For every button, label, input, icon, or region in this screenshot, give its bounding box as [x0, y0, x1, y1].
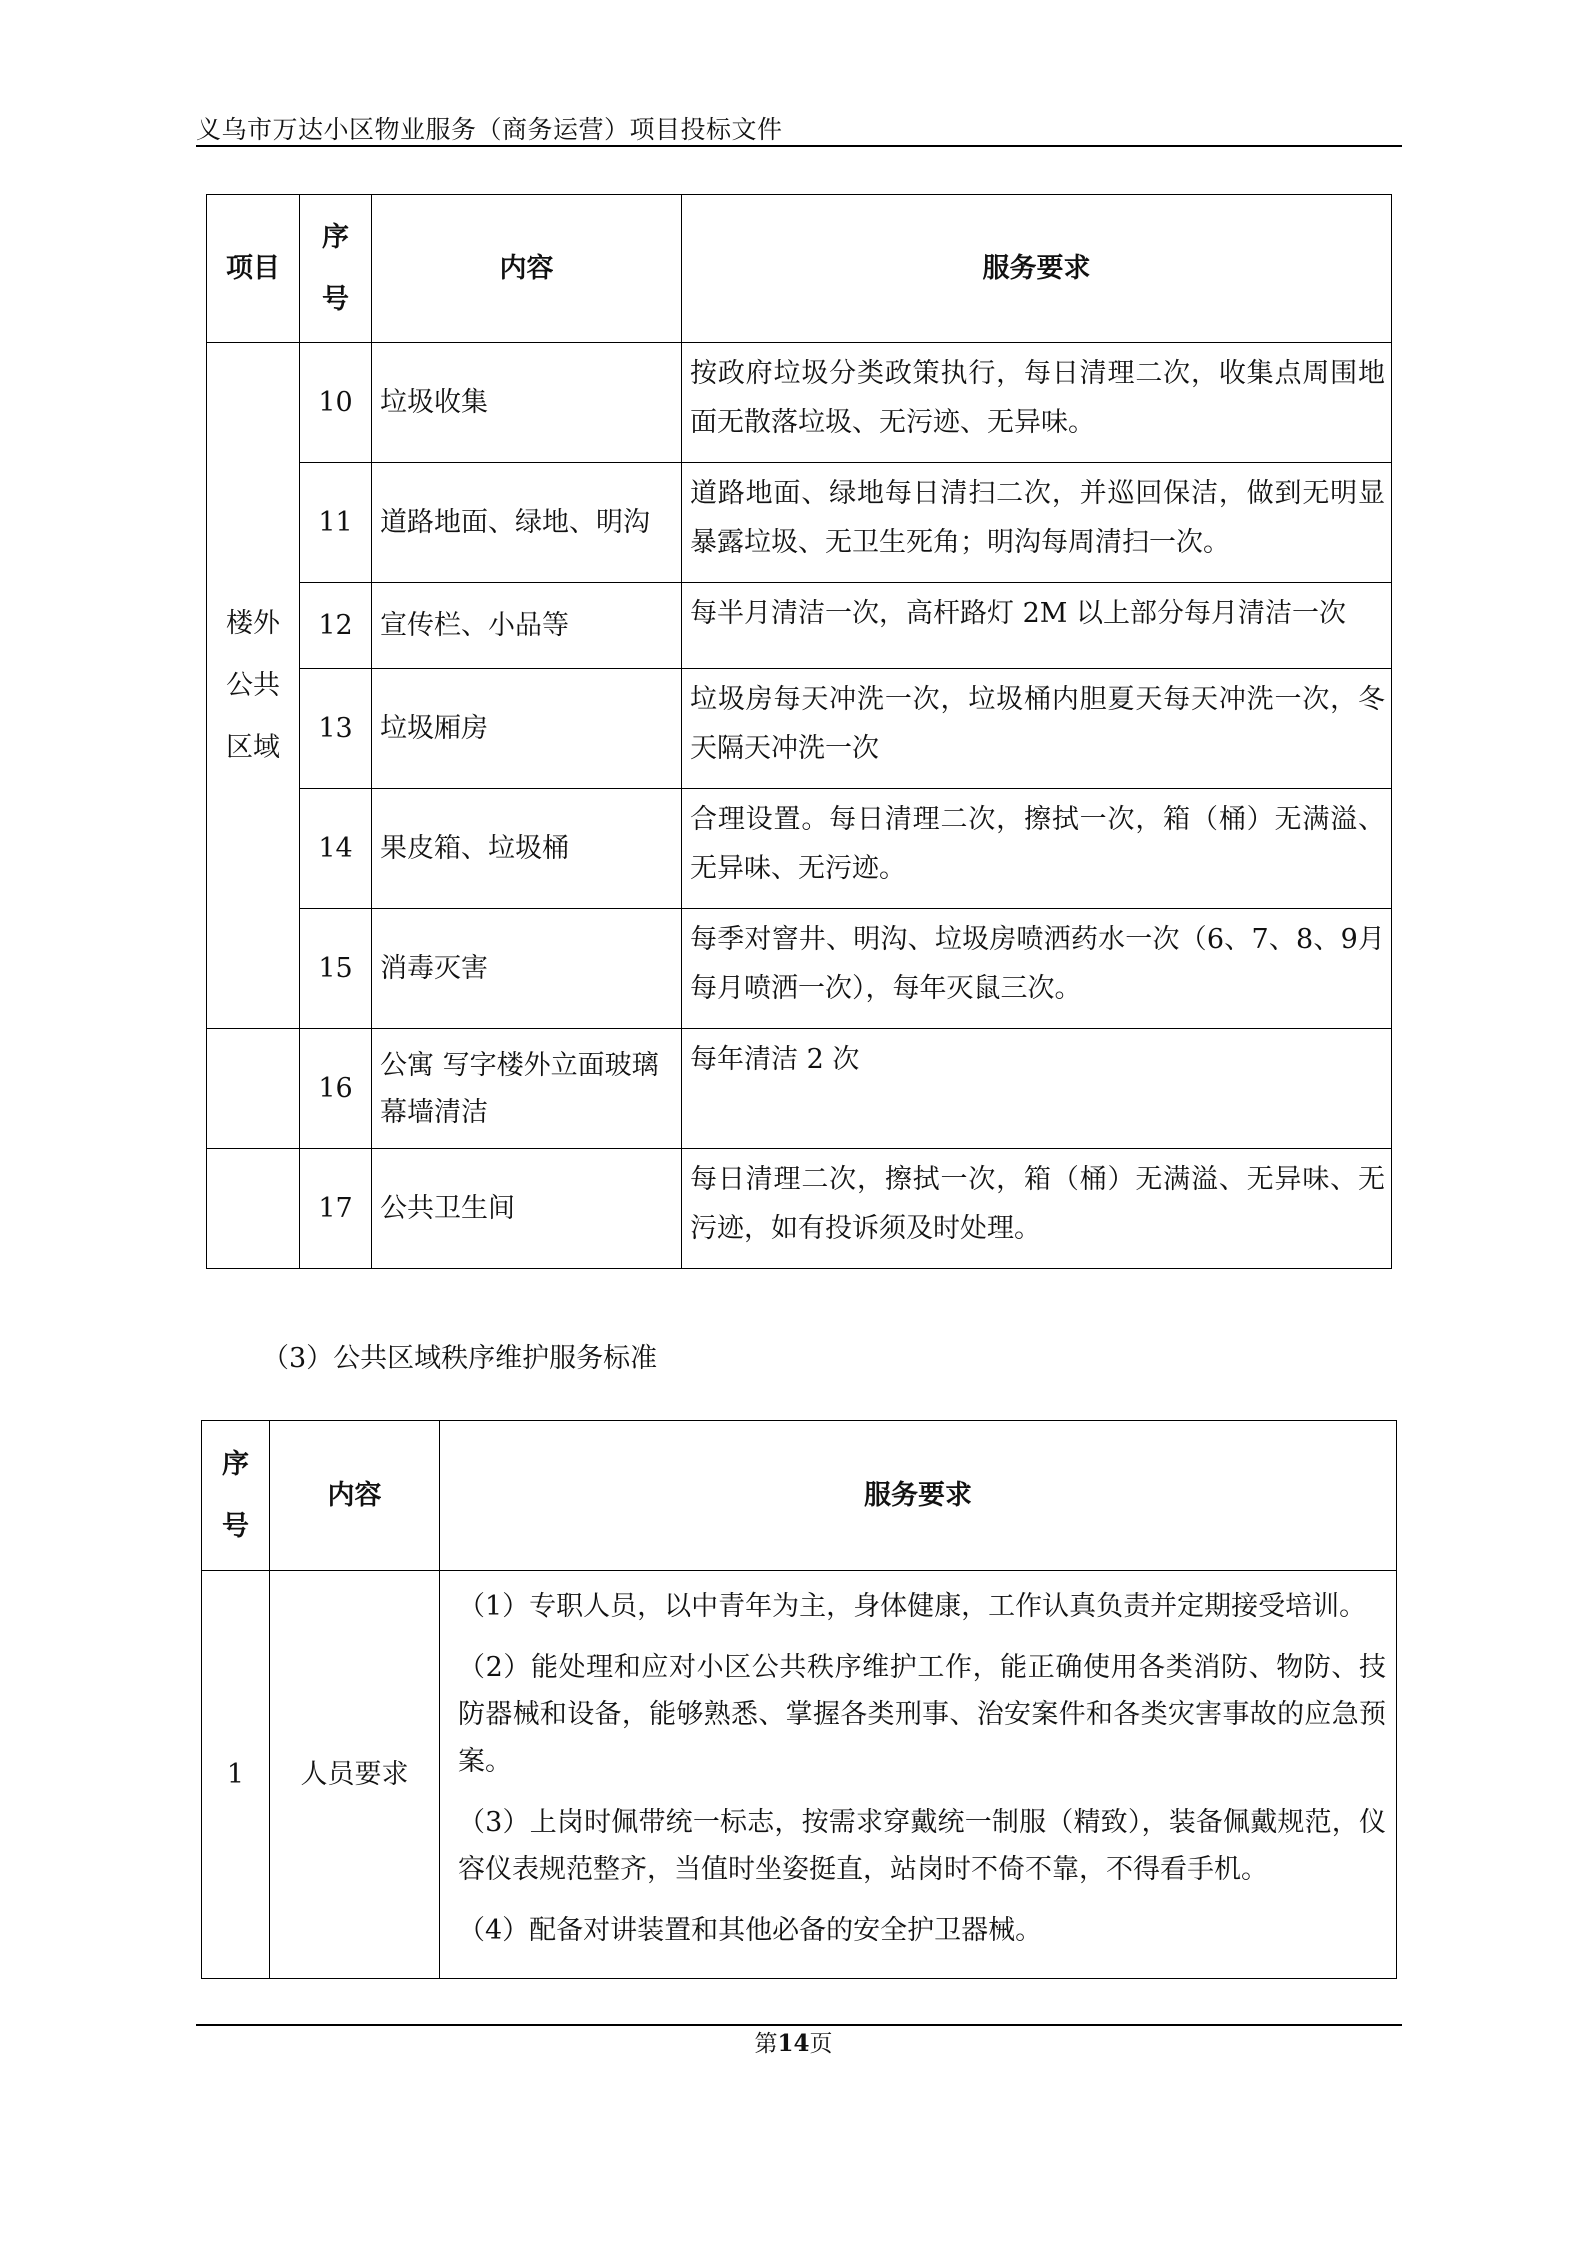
row-requirement	[440, 1571, 1397, 1979]
empty-category-cell	[207, 1149, 300, 1269]
row-content: 消毒灭害	[372, 909, 682, 1029]
requirement-paragraph: （3）上岗时佩带统一标志，按需求穿戴统一制服（精致），装备佩戴规范，仪容仪表规范整齐，当值时坐姿挺直，站岗时不倚不靠，不得看手机。	[458, 1807, 1386, 1885]
page-prefix: 第	[754, 2031, 778, 2057]
row-seq: 12	[300, 583, 372, 669]
requirement-paragraph: （2）能处理和应对小区公共秩序维护工作，能正确使用各类消防、物防、技防器械和设备，能够熟悉、掌握各类刑事、治安案件和各类灾害事故的应急预案。	[458, 1652, 1386, 1777]
row-requirement: 垃圾房每天冲洗一次，垃圾桶内胆夏天每天冲洗一次，冬天隔天冲洗一次	[682, 669, 1392, 789]
table-row	[207, 1149, 1392, 1269]
header-content: 内容	[270, 1421, 440, 1571]
row-requirement: 道路地面、绿地每日清扫二次，并巡回保洁，做到无明显暴露垃圾、无卫生死角；明沟每周清扫一次。	[682, 463, 1392, 583]
row-requirement: 每年清洁 2 次	[682, 1029, 1392, 1149]
row-seq: 11	[300, 463, 372, 583]
row-seq: 1	[202, 1571, 270, 1979]
cleaning-standards-table	[206, 194, 1392, 1269]
category-line: 楼外	[226, 607, 280, 639]
category-line: 公共	[226, 669, 280, 701]
row-content: 公共卫生间	[372, 1149, 682, 1269]
page-number-value: 14	[777, 2030, 810, 2057]
row-content: 宣传栏、小品等	[372, 583, 682, 669]
row-seq: 16	[300, 1029, 372, 1149]
header-seq-bottom: 号	[222, 1510, 249, 1542]
header-seq	[300, 195, 372, 343]
header-content: 内容	[372, 195, 682, 343]
table-row	[207, 463, 1392, 583]
row-seq: 10	[300, 343, 372, 463]
table-row	[207, 789, 1392, 909]
header-seq	[202, 1421, 270, 1571]
row-seq: 15	[300, 909, 372, 1029]
row-seq: 17	[300, 1149, 372, 1269]
row-content: 垃圾厢房	[372, 669, 682, 789]
category-cell	[207, 343, 300, 1029]
empty-category-cell	[207, 1029, 300, 1149]
table-row	[202, 1571, 1397, 1979]
row-requirement: 按政府垃圾分类政策执行，每日清理二次，收集点周围地面无散落垃圾、无污迹、无异味。	[682, 343, 1392, 463]
header-seq-top: 序	[222, 1448, 249, 1480]
table-row	[207, 583, 1392, 669]
row-requirement: 每季对窨井、明沟、垃圾房喷洒药水一次（6、7、8、9月每月喷洒一次），每年灭鼠三次。	[682, 909, 1392, 1029]
header-requirement: 服务要求	[682, 195, 1392, 343]
requirement-paragraph: （4）配备对讲装置和其他必备的安全护卫器械。	[458, 1915, 1043, 1946]
row-content: 道路地面、绿地、明沟	[372, 463, 682, 583]
row-seq: 14	[300, 789, 372, 909]
table-header-row	[207, 195, 1392, 343]
header-seq-bottom: 号	[322, 283, 349, 315]
section-heading: （3）公共区域秩序维护服务标准	[262, 1343, 658, 1374]
table-header-row	[202, 1421, 1397, 1571]
row-requirement: 每半月清洁一次，高杆路灯 2M 以上部分每月清洁一次	[682, 583, 1392, 669]
table-row	[207, 669, 1392, 789]
page-number	[0, 2025, 1587, 2058]
order-maintenance-table	[201, 1420, 1397, 1979]
header-item: 项目	[207, 195, 300, 343]
header-requirement: 服务要求	[440, 1421, 1397, 1571]
header-seq-top: 序	[322, 221, 349, 253]
row-seq: 13	[300, 669, 372, 789]
page-suffix: 页	[809, 2031, 833, 2057]
row-content: 果皮箱、垃圾桶	[372, 789, 682, 909]
row-content: 垃圾收集	[372, 343, 682, 463]
table-row	[207, 1029, 1392, 1149]
requirement-paragraph: （1）专职人员，以中青年为主，身体健康，工作认真负责并定期接受培训。	[458, 1591, 1367, 1622]
table-row	[207, 909, 1392, 1029]
header-rule	[196, 145, 1402, 147]
row-requirement: 合理设置。每日清理二次，擦拭一次，箱（桶）无满溢、无异味、无污迹。	[682, 789, 1392, 909]
row-requirement: 每日清理二次，擦拭一次，箱（桶）无满溢、无异味、无污迹，如有投诉须及时处理。	[682, 1149, 1392, 1269]
table-row	[207, 343, 1392, 463]
category-line: 区域	[226, 731, 280, 763]
row-content: 公寓 写字楼外立面玻璃幕墙清洁	[372, 1029, 682, 1149]
row-content: 人员要求	[270, 1571, 440, 1979]
document-header-title: 义乌市万达小区物业服务（商务运营）项目投标文件	[196, 115, 783, 144]
